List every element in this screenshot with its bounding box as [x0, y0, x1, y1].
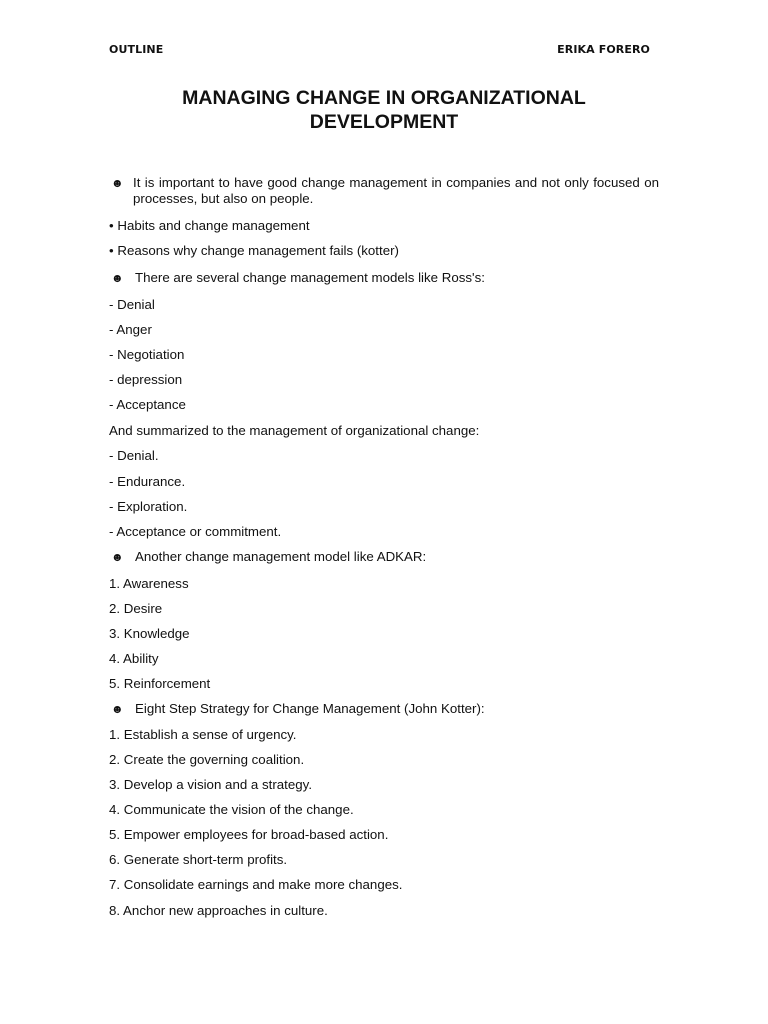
header-left-label: OUTLINE	[109, 43, 164, 56]
list-item: 7. Consolidate earnings and make more changes.	[109, 877, 403, 892]
list-item: - Denial	[109, 297, 155, 312]
summary-heading: And summarized to the management of organizational change:	[109, 423, 480, 438]
ross-heading	[109, 270, 485, 286]
list-item: 2. Desire	[109, 601, 163, 616]
smiley-bullet-icon: ☻	[111, 271, 124, 285]
smiley-bullet-icon: ☻	[111, 702, 124, 716]
title-line-2: DEVELOPMENT	[309, 111, 459, 133]
list-item: - Acceptance	[109, 397, 186, 412]
list-item: 4. Communicate the vision of the change.	[109, 802, 354, 817]
smiley-bullet-icon: ☻	[111, 550, 124, 564]
list-item: 4. Ability	[109, 651, 159, 666]
list-item: - Denial.	[109, 448, 159, 463]
list-item: 3. Knowledge	[109, 626, 190, 641]
habits-item: • Habits and change management	[109, 218, 310, 233]
list-item: - Negotiation	[109, 347, 185, 362]
list-item: 1. Establish a sense of urgency.	[109, 727, 297, 742]
list-item: 1. Awareness	[109, 576, 189, 591]
intro-text: It is important to have good change management in companies and not only focused on processes, but also on people.	[133, 175, 659, 206]
list-item: - Exploration.	[109, 499, 188, 514]
ross-heading-text: There are several change management models like Ross's:	[135, 270, 485, 285]
adkar-heading-text: Another change management model like ADKAR:	[135, 549, 427, 564]
title-line-1: MANAGING CHANGE IN ORGANIZATIONAL	[182, 87, 586, 109]
intro-paragraph	[109, 175, 659, 207]
list-item: 5. Empower employees for broad-based action.	[109, 827, 389, 842]
reasons-item: • Reasons why change management fails (kotter)	[109, 243, 399, 258]
list-item: - Anger	[109, 322, 152, 337]
document-title	[0, 86, 768, 134]
kotter-heading	[109, 701, 485, 717]
list-item: - depression	[109, 372, 183, 387]
kotter-heading-text: Eight Step Strategy for Change Management (John Kotter):	[135, 701, 485, 716]
list-item: 3. Develop a vision and a strategy.	[109, 777, 313, 792]
adkar-heading	[109, 549, 426, 565]
list-item: - Endurance.	[109, 474, 186, 489]
list-item: 5. Reinforcement	[109, 676, 211, 691]
list-item: 6. Generate short-term profits.	[109, 852, 288, 867]
list-item: - Acceptance or commitment.	[109, 524, 282, 539]
smiley-bullet-icon: ☻	[111, 176, 124, 190]
list-item: 2. Create the governing coalition.	[109, 752, 305, 767]
list-item: 8. Anchor new approaches in culture.	[109, 903, 328, 918]
header-author-name: ERIKA FORERO	[557, 43, 650, 56]
